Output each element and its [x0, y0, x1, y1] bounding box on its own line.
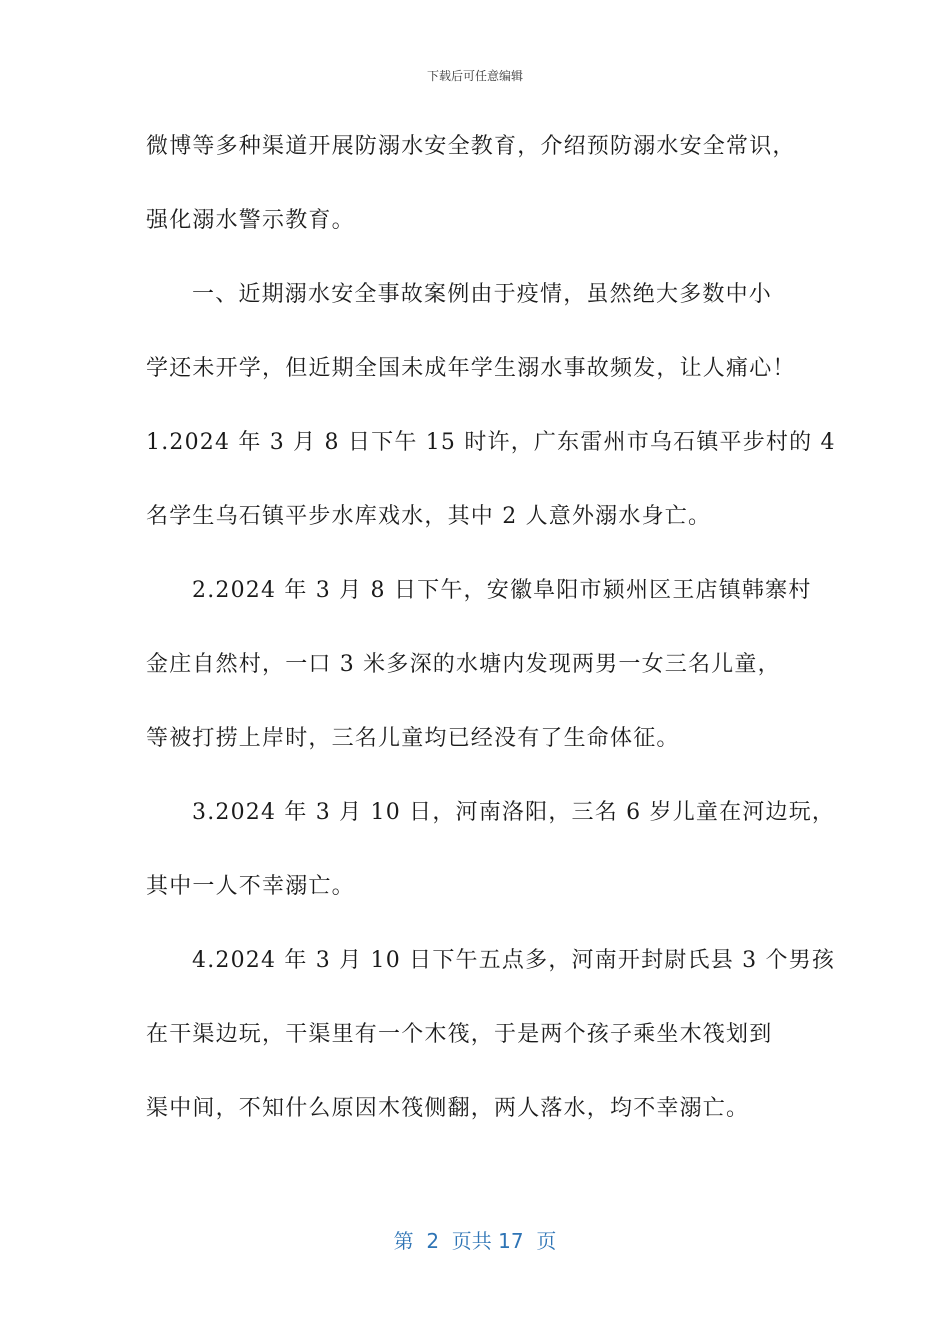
text-line: 1.2024 年 3 月 8 日下午 15 时许，广东雷州市乌石镇平步村的 4: [146, 430, 836, 455]
text-line: 等被打捞上岸时，三名儿童均已经没有了生命体征。: [146, 726, 680, 751]
text-line: 其中一人不幸溺亡。: [146, 874, 355, 899]
text-line: 2.2024 年 3 月 8 日下午，安徽阜阳市颍州区王店镇韩寨村: [192, 578, 812, 603]
text-line: 在干渠边玩，干渠里有一个木筏，于是两个孩子乘坐木筏划到: [146, 1022, 773, 1047]
text-line: 3.2024 年 3 月 10 日，河南洛阳，三名 6 岁儿童在河边玩，: [192, 800, 836, 825]
text-line: 渠中间，不知什么原因木筏侧翻，两人落水，均不幸溺亡。: [146, 1096, 750, 1121]
text-line: 强化溺水警示教育。: [146, 208, 355, 233]
text-line: 学还未开学，但近期全国未成年学生溺水事故频发，让人痛心！: [146, 356, 796, 381]
document-body: [146, 124, 836, 1160]
page-header: 下载后可任意编辑: [426, 69, 523, 83]
text-line: 金庄自然村，一口 3 米多深的水塘内发现两男一女三名儿童，: [146, 652, 781, 677]
text-line: 一、近期溺水安全事故案例由于疫情，虽然绝大多数中小: [192, 282, 773, 307]
text-line: 微博等多种渠道开展防溺水安全教育，介绍预防溺水安全常识，: [146, 134, 796, 159]
text-line: 4.2024 年 3 月 10 日下午五点多，河南开封尉氏县 3 个男孩: [192, 948, 836, 973]
text-line: 名学生乌石镇平步水库戏水，其中 2 人意外溺水身亡。: [146, 504, 712, 529]
page-footer: 第 2 页共 17 页: [393, 1229, 557, 1253]
